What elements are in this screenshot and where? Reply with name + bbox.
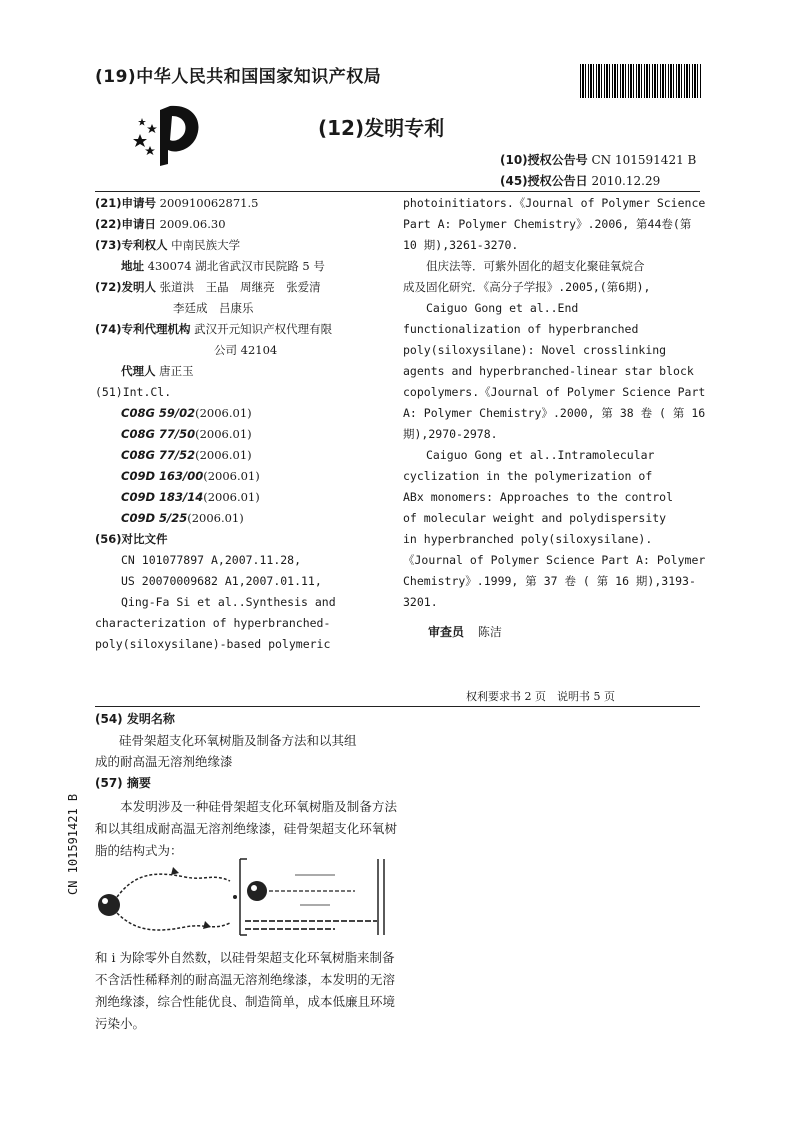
publication-date-label: (45)授权公告日 [500, 174, 588, 188]
reference-line: cyclization in the polymerization of [403, 469, 653, 483]
publication-date-value: 2010.12.29 [591, 174, 661, 188]
structural-formula [95, 853, 400, 939]
ipc-version: (2006.01) [195, 448, 252, 462]
reference-line: photoinitiators.《Journal of Polymer Science [403, 196, 706, 210]
references-right [403, 193, 706, 613]
ipc-list [95, 403, 395, 529]
reference-line: functionalization of hyperbranched [403, 322, 639, 336]
application-number-value: 200910062871.5 [159, 196, 259, 210]
publication-date [500, 172, 660, 189]
reference-line: 3201. [403, 595, 438, 609]
reference-line: ABx monomers: Approaches to the control [403, 490, 674, 504]
reference-line: 《Journal of Polymer Science Part A: Polymer [403, 553, 706, 567]
address-label: 地址 [121, 259, 144, 273]
ipc-version: (2006.01) [195, 427, 252, 441]
ipc-entry [121, 487, 395, 508]
reference-line: US 20070009682 A1,2007.01.11, [121, 574, 322, 588]
ipc-version: (2006.01) [203, 490, 260, 504]
side-publication-number: CN 101591421 B [66, 793, 80, 895]
examiner [428, 623, 502, 640]
agent-label: 代理人 [121, 364, 156, 378]
inventors-line-2: 李廷成 吕康乐 [173, 301, 254, 315]
ipc-version: (2006.01) [203, 469, 260, 483]
ipc-entry [121, 508, 395, 529]
ipc-code: C09D 183/14 [121, 490, 204, 504]
examiner-label: 审查员 [428, 625, 465, 639]
office-header: (19)中华人民共和国国家知识产权局 [95, 67, 382, 87]
filing-date-label: (22)申请日 [95, 217, 157, 231]
inventors-line-1: 张道洪 王晶 周继亮 张爱清 [159, 280, 321, 294]
ipc-code: C08G 77/50 [121, 427, 196, 441]
document-kind: (12)发明专利 [318, 116, 445, 140]
ipc-code: C08G 77/52 [121, 448, 196, 462]
reference-line: Chemistry》.1999, 第 37 卷 ( 第 16 期),3193- [403, 574, 696, 588]
agency [95, 319, 395, 340]
publication-number [500, 151, 696, 168]
bibliographic-left [95, 193, 395, 655]
inventors-label: (72)发明人 [95, 280, 157, 294]
ipc-entry [121, 466, 395, 487]
invention-title-line-1: 硅骨架超支化环氧树脂及制备方法和以其组 [119, 733, 357, 748]
reference-line: Caiguo Gong et al..End [403, 301, 579, 315]
abstract-continuation: 和 i 为除零外自然数，以硅骨架超支化环氧树脂来制备不含活性稀释剂的耐高温无溶剂绝缘漆，本发明的无溶剂绝缘漆，综合性能优良、制造简单，成本低廉且环境污染小。 [95, 950, 396, 1031]
reference-line: CN 101077897 A,2007.11.28, [121, 553, 302, 567]
intcl-label: (51)Int.Cl. [95, 385, 172, 399]
filing-date-value: 2009.06.30 [159, 217, 226, 231]
reference-line: 成及固化研究．《高分子学报》.2005,(第6期), [403, 280, 651, 294]
abstract-label: (57) 摘要 [95, 776, 151, 790]
barcode [580, 64, 702, 98]
examiner-value: 陈洁 [477, 625, 502, 639]
ipc-version: (2006.01) [195, 406, 252, 420]
address [95, 256, 395, 277]
header-divider [95, 191, 700, 192]
sipo-logo [130, 100, 208, 168]
invention-title-line-2: 成的耐高温无溶剂绝缘漆 [95, 754, 233, 769]
ipc-entry [121, 445, 395, 466]
ipc-code: C08G 59/02 [121, 406, 196, 420]
abstract-text: 本发明涉及一种硅骨架超支化环氧树脂及制备方法和以其组成耐高温无溶剂绝缘漆，硅骨架超支化环氧树脂的结构式为： [95, 799, 397, 858]
patentee [95, 235, 395, 256]
references-label: (56)对比文件 [95, 532, 168, 546]
patentee-value: 中南民族大学 [171, 238, 241, 252]
publication-number-value: CN 101591421 B [591, 153, 697, 167]
publication-number-label: (10)授权公告号 [500, 153, 588, 167]
agency-line-2: 公司 42104 [214, 343, 278, 357]
invention-title-label: (54) 发明名称 [95, 712, 175, 726]
reference-line: in hyperbranched poly(siloxysilane). [403, 532, 653, 546]
ipc-entry [121, 424, 395, 445]
page-count: 权利要求书 2 页 说明书 5 页 [466, 690, 615, 703]
agency-line-1: 武汉开元知识产权代理有限 [194, 322, 333, 336]
ipc-code: C09D 163/00 [121, 469, 204, 483]
agency-label: (74)专利代理机构 [95, 322, 191, 336]
ipc-entry [121, 403, 395, 424]
reference-line: agents and hyperbranched-linear star block [403, 364, 694, 378]
reference-line: copolymers.《Journal of Polymer Science Part [403, 385, 706, 399]
reference-line: 10 期),3261-3270. [403, 238, 519, 252]
reference-line: 伹庆法等．可紫外固化的超支化聚硅氧烷合 [403, 259, 645, 273]
reference-line: 期),2970-2978. [403, 427, 498, 441]
address-value: 430074 湖北省武汉市民院路 5 号 [147, 259, 325, 273]
patentee-label: (73)专利权人 [95, 238, 168, 252]
agent-value: 唐正玉 [159, 364, 194, 378]
reference-line: poly(siloxysilane)-based polymeric [95, 637, 331, 651]
reference-line: Part A: Polymer Chemistry》.2006, 第44卷(第 [403, 217, 692, 231]
ipc-version: (2006.01) [187, 511, 244, 525]
inventors [95, 277, 395, 298]
reference-line: Qing-Fa Si et al..Synthesis and [121, 595, 336, 609]
ipc-code: C09D 5/25 [121, 511, 188, 525]
filing-date [95, 214, 395, 235]
reference-line: characterization of hyperbranched- [95, 616, 331, 630]
reference-line: Caiguo Gong et al..Intramolecular [403, 448, 655, 462]
agent [95, 361, 395, 382]
application-number [95, 193, 395, 214]
section-divider [95, 706, 700, 707]
reference-line: A: Polymer Chemistry》.2000, 第 38 卷 ( 第 16 [403, 406, 706, 420]
reference-line: of molecular weight and polydispersity [403, 511, 667, 525]
application-number-label: (21)申请号 [95, 196, 157, 210]
reference-line: poly(siloxysilane): Novel crosslinking [403, 343, 667, 357]
